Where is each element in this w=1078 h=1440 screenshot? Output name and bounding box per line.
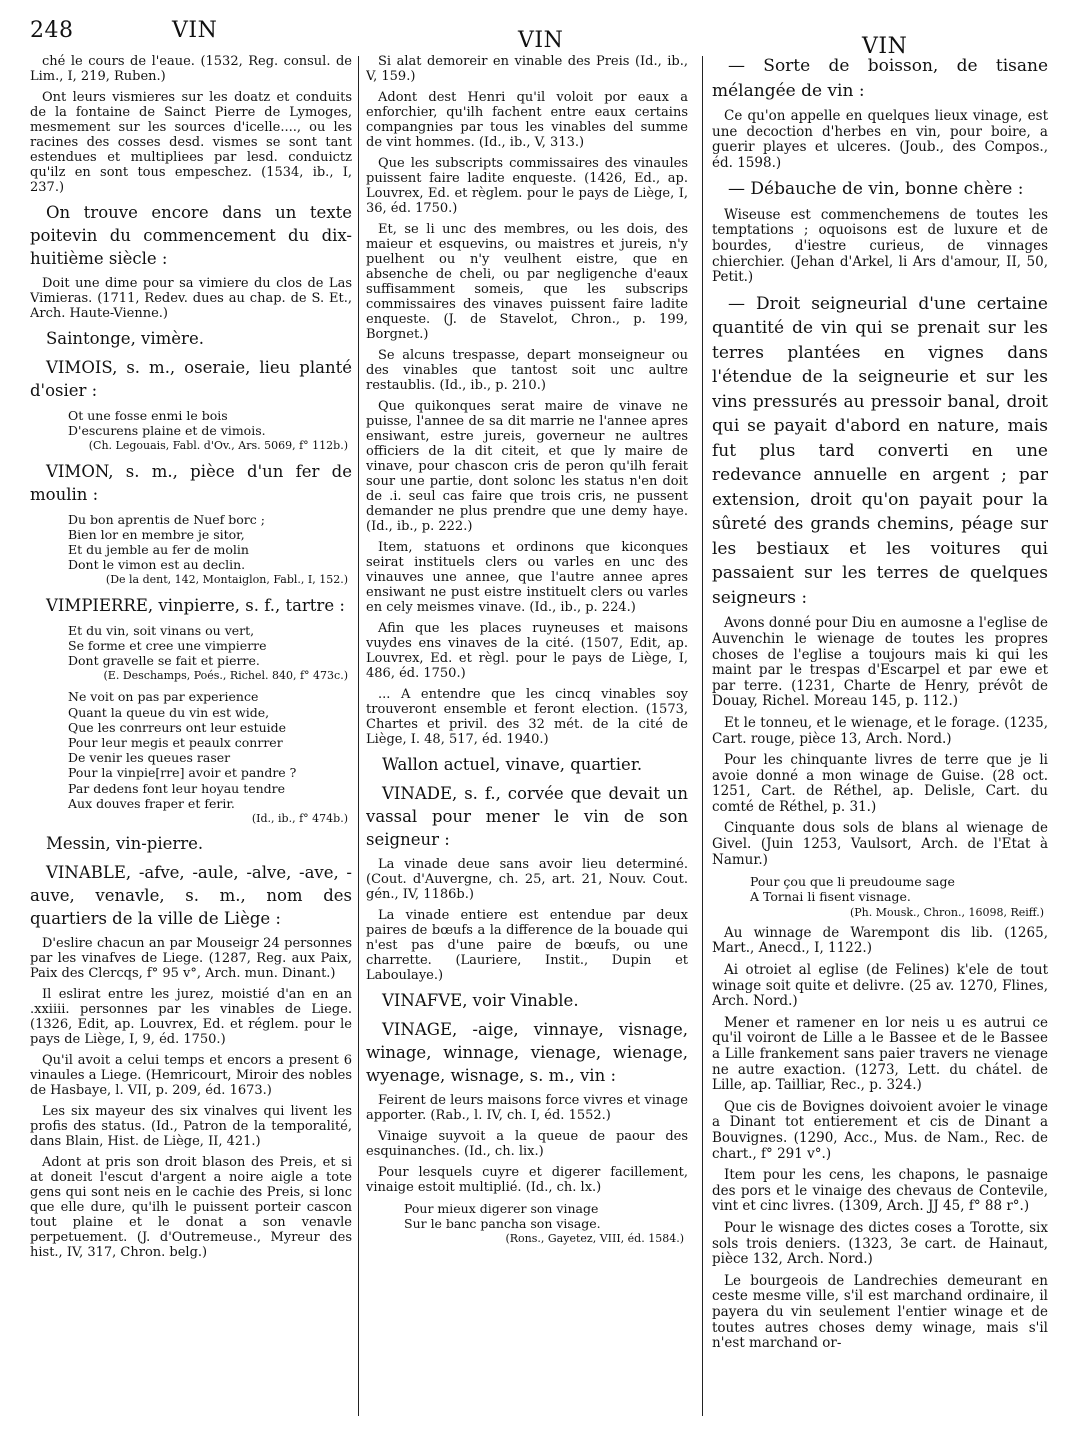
citation-paragraph: Adont dest Henri qu'il voloit por eaux a enforchier, qu'ilh fachent entre eaux certains compangnies par tous les vinables del summe de vint hommes. (Id., ib., V, 313.) [366, 90, 688, 150]
column-rule-2 [702, 56, 703, 1416]
definition-paragraph: — Débauche de vin, bonne chère : [728, 179, 1024, 200]
citation-paragraph: Pour lesquels cuyre et digerer facillement, vinaige estoit multiplié. (Id., ch. lx.) [366, 1165, 688, 1195]
citation-paragraph: ... A entendre que les cincq vinables soy trouveront ensemble et feront election. (1573, Chartes et privil. des 32 mét. de la cité de Liège, I. 48, 517, éd. 1940.) [366, 687, 688, 747]
citation-paragraph: Si alat demoreir en vinable des Preis (Id., ib., V, 159.) [366, 54, 688, 84]
definition-paragraph: VIMPIERRE, vinpierre, s. f., tartre : [46, 595, 345, 615]
verse-line: Que les conrreurs ont leur estuide [68, 719, 287, 735]
citation-paragraph: Que les subscripts commissaires des vinaules puissent faire ladite enqueste. (1426, Ed., ap. Louvrex, Ed. et règlem. pour le pays de Liège, I, 36, éd. 1750.) [366, 156, 688, 216]
citation-paragraph: Et le tonneu, et le wienage, et le forage. (1235, Cart. rouge, pièce 13, Arch. Nord.) [712, 714, 1048, 747]
definition-paragraph: VINADE, s. f., corvée que devait un vassal pour mener le vin de son seigneur : [366, 784, 688, 849]
verse-source: (Ch. Legouais, Fabl. d'Ov., Ars. 5069, f° 112b.) [88, 439, 348, 453]
citation-paragraph: Ont leurs vismieres sur les doatz et conduits de la fontaine de Sainct Pierre de Lymoges, mesmement sur les sources d'icelle...., ou les racines des cosses desd. vismes se sont tant estendues et multipliees par lesd. conduictz qu'ilz en sont tous empeschez. (1534, ib., I, 237.) [30, 90, 352, 195]
column-center [366, 54, 688, 1434]
citation-paragraph: Le bourgeois de Landrechies demeurant en ceste mesme ville, s'il est marchand ordinaire, il payera du vin seulement l'entier winage et de toutes autres choses demy winage, mais s'il n'est marchand or- [712, 1272, 1048, 1352]
citation-paragraph: Feirent de leurs maisons force vivres et vinage apporter. (Rab., l. IV, ch. I, éd. 1552.) [366, 1093, 688, 1123]
verse-line: Pour mieux digerer son vinage [404, 1201, 599, 1216]
verse-quote [712, 874, 1048, 920]
column-rule-1 [358, 56, 359, 1416]
verse-line: Dont gravelle se fait et pierre. [68, 653, 260, 669]
verse-line: D'escurens plaine et de vimois. [68, 423, 266, 439]
citation-paragraph: Item, statuons et ordinons que kiconques seirat instituels clers ou varles en unc des vinauves une annee, que l'autre annee apres ensiwant ne pust eistre instituelt clers ou varles en cely meismes vinave. (Id., ib., p. 224.) [366, 540, 688, 615]
definition-paragraph: VINAGE, -aige, vinnaye, visnage, winage, winnage, vienage, wienage, wyenage, wisnage, s. m., vin : [366, 1020, 688, 1085]
verse-quote [366, 1201, 688, 1247]
definition-paragraph: — Droit seigneurial d'une certaine quantité de vin qui se prenait sur les terres plantées en vignes dans l'étendue de la seigneurie et sur les vins pressurés au pressoir banal, droit qui se payait d'abord en nature, mais fut plus tard converti en une redevance annuelle en argent ; par extension, droit qu'on payait pour la sûreté des grands chemins, péage sur les bestiaux et les voitures qui passaient sur les terres de quelques seigneurs : [712, 293, 1048, 608]
definition-paragraph: — Sorte de boisson, de tisane mélangée de vin : [712, 56, 1048, 101]
running-head-left: VIN [172, 18, 218, 43]
citation-paragraph: ché le cours de l'eaue. (1532, Reg. consul. de Lim., I, 219, Ruben.) [30, 54, 352, 84]
verse-line: Bien lor en membre je sitor, [68, 526, 245, 542]
definition-paragraph: VIMON, s. m., pièce d'un fer de moulin : [30, 461, 352, 504]
citation-paragraph: Qu'il avoit a celui temps et encors a present 6 vinaules a Liege. (Hemricourt, Miroir des nobles de Hasbaye, l. VII, p. 209, éd. 1673.) [30, 1053, 352, 1099]
verse-quote [30, 512, 352, 588]
verse-line: Pour çou que li preudoume sage [750, 874, 955, 890]
citation-paragraph: Et, se li unc des membres, ou les dois, des maieur et esquevins, ou maistres et jureis, n'y puelhent ou n'y veulhent eistre, que en absenche de cheli, ou par negligenche d'eaux suffisamment someis, que les subscrips commissaires des vinaves puissent faire ladite enqueste. (J. de Stavelot, Chron., p. 199, Borgnet.) [366, 222, 688, 342]
citation-paragraph: Cinquante dous sols de blans al wienage de Givel. (Juin 1253, Vaulsort, Arch. de l'Etat à Namur.) [712, 820, 1048, 868]
citation-paragraph: Adont at pris son droit blason des Preis, et si at doneit l'escut d'argent a noire aigle a tote gens qui sont neis en le cachie des Preis, si lonc que elle dure, qu'ilh le puissent porteir cascon tout plaine et le donat a son venavle perpetuement. (J. d'Outremeuse., Myreur des hist., IV, 317, Chron. belg.) [30, 1155, 352, 1261]
verse-source: (Ph. Mousk., Chron., 16098, Reiff.) [849, 905, 1044, 919]
citation-paragraph: Mener et ramener en lor neis u es autrui ce qu'il voiront de Lille a le Bassee et de le Bassee a Lille frankement sans paier travers ne vienage ne autre exaction. (1273, Lett. du chátel. de Lille, ap. Tailliar, Rec., p. 324.) [712, 1014, 1048, 1094]
citation-paragraph: Ce qu'on appelle en quelques lieux vinage, est une decoction d'herbes en vin, pour boire, a guerir playes et ulceres. (Joub., des Compos., éd. 1598.) [712, 108, 1048, 171]
verse-line: Pour leur megis et peaulx conrrer [68, 735, 283, 751]
verse-line: Pour la vinpie[rre] avoir et pandre ? [68, 765, 297, 781]
citation-paragraph: Pour les chinquante livres de terre que je li avoie donné a mon winage de Guise. (28 oct. 1251, Cart. de Réthel, ap. Delisle, Cart. du comté de Réthel, p. 31.) [712, 752, 1048, 815]
citation-paragraph: La vinade deue sans avoir lieu determiné. (Cout. d'Auvergne, ch. 25, art. 21, Nouv. Cout. gén., IV, 1186b.) [366, 857, 688, 902]
verse-line: A Tornai li fisent visnage. [750, 889, 911, 905]
verse-source: (Id., ib., f° 474b.) [251, 812, 348, 826]
definition-paragraph: VINAFVE, voir Vinable. [382, 991, 579, 1010]
citation-paragraph: La vinade entiere est entendue par deux paires de bœufs a la difference de la bouade qui n'est pas d'une paire de bœufs, ou une charrette. (Lauriere, Instit., Dupin et Laboulaye.) [366, 908, 688, 983]
citation-paragraph: Vinaige suyvoit a la queue de paour des esquinanches. (Id., ch. lix.) [366, 1129, 688, 1159]
running-head-right: VIN [862, 34, 908, 59]
citation-paragraph: Wiseuse est commenchemens de toutes les temptations ; oquoisons est de luxure et de bourdes, d'iestre curieus, de vinnages chierchier. (Jehan d'Arkel, li Ars d'amour, II, 50, Petit.) [712, 206, 1048, 286]
page-number: 248 [30, 18, 74, 43]
verse-quote [30, 408, 352, 454]
verse-line: De venir les queues raser [68, 750, 231, 766]
citation-paragraph: Au winnage de Warempont dis lib. (1265, Mart., Anecd., I, 1122.) [712, 924, 1048, 957]
running-head-center: VIN [518, 28, 564, 53]
citation-paragraph: Pour le wisnage des dictes coses a Torotte, six sols trois deniers. (1323, 3e cart. de Hainaut, pièce 132, Arch. Nord.) [712, 1219, 1048, 1268]
citation-paragraph: Avons donné pour Diu en aumosne a l'eglise de Auvenchin le wienage de toutes les propres choses de l'eglise a toujours mais ki qui les maint par le trespas d'Escarpel et par ewe et par terre. (1231, Charte de Henry, prévôt de Douay, Richel. Moreau 145, p. 112.) [712, 615, 1048, 710]
citation-paragraph: Les six mayeur des six vinalves qui livent les profis des status. (Id., Patron de la temporalité, dans Blain, Hist. de Liège, II, 421.) [30, 1104, 352, 1150]
citation-paragraph: Afin que les places ruyneuses et maisons vuydes ens vinaves de la cité. (1507, Edit, ap. Louvrex, Ed. et règl. pour le pays de Liège, I, 486, éd. 1750.) [366, 621, 688, 681]
definition-paragraph: On trouve encore dans un texte poitevin du commencement du dix-huitième siècle : [30, 203, 352, 268]
verse-line: Aux douves fraper et ferir. [68, 795, 235, 811]
citation-paragraph: Il eslirat entre les jurez, moistié d'an en an .xxiiii. personnes par les vinables de Liege. (1326, Edit, ap. Louvrex, Ed. et réglem. pour le pays de Liège, I, 9, éd. 1750.) [30, 987, 352, 1048]
verse-line: Sur le banc pancha son visage. [404, 1216, 601, 1232]
verse-line: Ot une fosse enmi le bois [68, 408, 228, 423]
verse-line: Et du vin, soit vinans ou vert, [68, 622, 255, 638]
column-right [712, 54, 1048, 1434]
citation-paragraph: Item pour les cens, les chapons, le pasnaige des pors et le vinaige des chevaus de Contevile, vint et cinc livres. (1309, Arch. JJ 45, f° 88 r°.) [712, 1167, 1048, 1215]
verse-line: Par dedens font leur hoyau tendre [68, 780, 286, 796]
verse-line: Quant la queue du vin est wide, [68, 704, 270, 720]
definition-paragraph: VINABLE, -afve, -aule, -alve, -ave, -auve, venavle, s. m., nom des quartiers de la ville de Liège : [30, 863, 352, 929]
verse-line: Et du jemble au fer de molin [68, 542, 249, 558]
definition-paragraph: Saintonge, vimère. [46, 329, 204, 348]
verse-source: (De la dent, 142, Montaiglon, Fabl., I, 152.) [105, 573, 348, 587]
citation-paragraph: Que quikonques serat maire de vinave ne puisse, l'annee de sa dit marrie ne l'annee apres ensiwant, estre jureis, governeur ne aultres officiers de la dit citeit, et que ly maire de vinave, pour chascon cris de peron qu'ilh ferait sour une partie, dont solonc les status n'en doit de .i. seul cas faire que trois cris, ne pussent demander ne plus prendre que une demy haye. (Id., ib., p. 222.) [366, 399, 688, 534]
verse-source: (Rons., Gayetez, VIII, éd. 1584.) [505, 1232, 684, 1246]
citation-paragraph: Ai otroiet al eglise (de Felines) k'ele de tout winage soit quite et delivre. (25 av. 1270, Flines, Arch. Nord.) [712, 962, 1048, 1010]
citation-paragraph: Que cis de Bovignes doivoient avoier le vinage a Dinant tot entierement et cis de Dinant a Bouvignes. (1290, Acc., Mus. de Nam., Rec. de chart., f° 291 v°.) [712, 1098, 1048, 1162]
citation-paragraph: Se alcuns trespasse, depart monseigneur ou des vinables que tantost soit unc aultre restaublis. (Id., ib., p. 210.) [366, 348, 688, 393]
verse-source: (E. Deschamps, Poés., Richel. 840, f° 473c.) [103, 669, 348, 683]
verse-quote [30, 689, 352, 826]
verse-line: Se forme et cree une vimpierre [68, 637, 267, 653]
verse-line: Ne voit on pas par experience [68, 689, 259, 705]
definition-paragraph: Wallon actuel, vinave, quartier. [382, 755, 643, 774]
verse-line: Dont le vimon est au declin. [68, 557, 246, 573]
citation-paragraph: Doit une dime pour sa vimiere du clos de Las Vimieras. (1711, Redev. dues au chap. de S. Et., Arch. Haute-Vienne.) [30, 276, 352, 321]
citation-paragraph: D'eslire chacun an par Mouseigr 24 personnes par les vinafves de Liege. (1287, Reg. aux Paix, Paix des Clercqs, f° 95 v°, Arch. mun. Dinant.) [30, 936, 352, 982]
definition-paragraph: Messin, vin-pierre. [46, 834, 204, 854]
definition-paragraph: VIMOIS, s. m., oseraie, lieu planté d'osier : [30, 358, 352, 400]
verse-line: Du bon aprentis de Nuef borc ; [68, 511, 265, 527]
column-left [30, 54, 352, 1434]
verse-quote [30, 623, 352, 684]
